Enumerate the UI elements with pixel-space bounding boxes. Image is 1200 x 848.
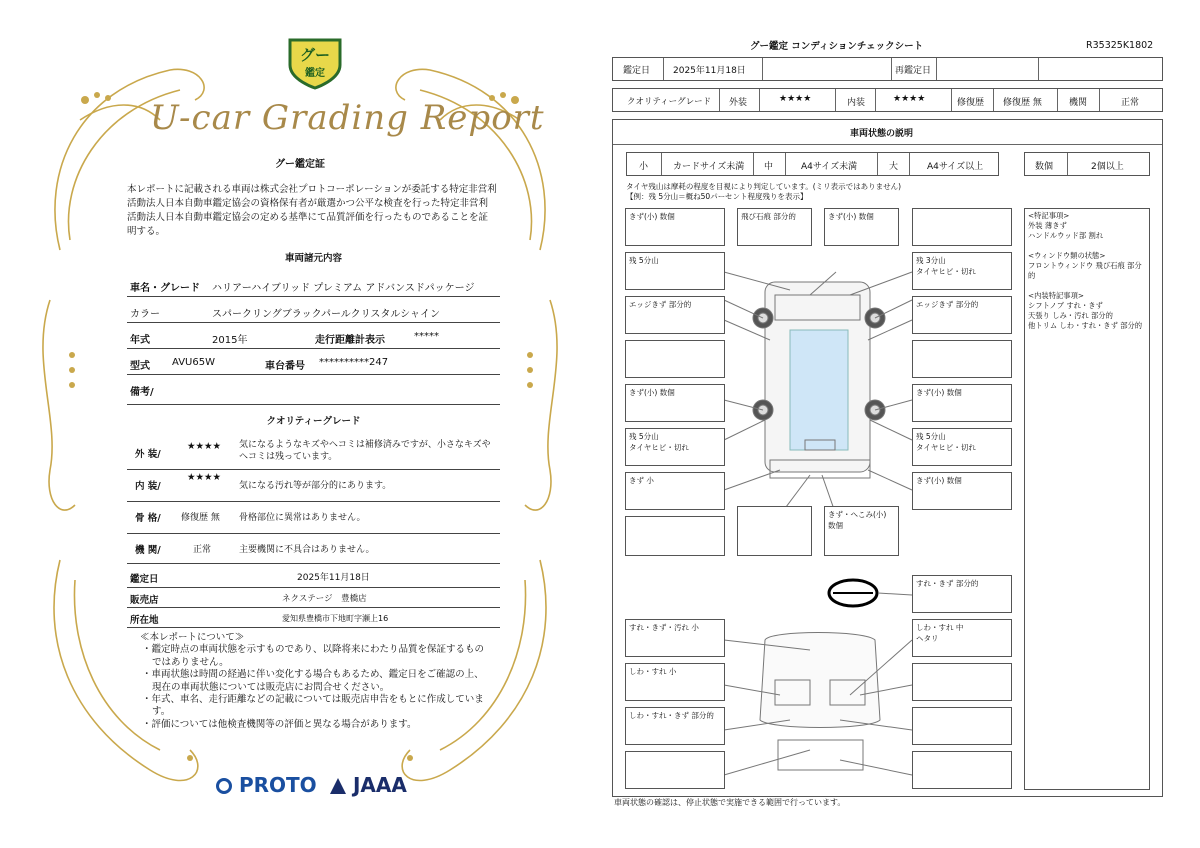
spec-row-model xyxy=(127,349,500,375)
count-legend xyxy=(1024,152,1150,176)
engine-label: 機 関/ xyxy=(135,545,161,556)
damage-box: しわ・すれ 小 xyxy=(625,663,725,701)
damage-box: きず(小) 数個 xyxy=(912,384,1012,422)
legend-mid: 中 xyxy=(764,162,774,172)
info-row-address xyxy=(127,608,500,628)
chassis-value: **********247 xyxy=(319,357,389,368)
damage-box: しわ・すれ 中 ヘタリ xyxy=(912,619,1012,657)
note-item: ・評価については他検査機関等の評価と異なる場合があります。 xyxy=(142,718,417,730)
sheet-date-label: 鑑定日 xyxy=(623,66,651,76)
note-item: ・車両状態は時間の経過に伴い変化する場合もあるため、鑑定日をご確認の上、現在の車両状態については販売店にお問合せください。 xyxy=(142,669,484,693)
grade-row xyxy=(612,88,1163,112)
quality-header: クオリティーグレード xyxy=(266,416,361,427)
damage-box: すれ・きず 部分的 xyxy=(912,575,1012,613)
ext-label: 外装 xyxy=(729,98,748,108)
damage-box xyxy=(737,506,812,556)
damage-box: きず 小 xyxy=(625,472,725,510)
engine-value: 正常 xyxy=(1121,98,1140,108)
sheet-title: グー鑑定 コンディションチェックシート xyxy=(750,41,924,52)
legend-small-desc: カードサイズ未満 xyxy=(673,162,745,172)
grade-row-interior xyxy=(127,470,500,502)
damage-box: きず(小) 数個 xyxy=(625,208,725,246)
special-notes: <特記事項> 外装 薄きず ハンドルウッド部 割れ <ウィンドウ類の状態> フロントウィンドウ 飛び石痕 部分的 <内装特記事項> シフトノブ すれ・きず 天張り しみ・汚れ 部分的 他トリム しわ・すれ・きず 部分的 xyxy=(1024,208,1150,790)
damage-box: 残 5分山 タイヤヒビ・切れ xyxy=(912,428,1012,466)
condition-header: 車両状態の説明 xyxy=(850,129,914,139)
frame-text: 骨格部位に異常はありません。 xyxy=(239,513,366,523)
reinspect-label: 再鑑定日 xyxy=(895,66,932,76)
report-notes xyxy=(140,632,490,731)
info-row-shop xyxy=(127,588,500,608)
color-label: カラー xyxy=(130,309,160,320)
shop-label: 販売店 xyxy=(130,595,159,606)
year-label: 年式 xyxy=(130,335,150,346)
model-label: 型式 xyxy=(130,361,150,372)
date-value: 2025年11月18日 xyxy=(297,573,370,583)
badge-text: グー xyxy=(299,46,331,64)
date-row xyxy=(612,57,1163,81)
sheet-date-value: 2025年11月18日 xyxy=(673,66,746,76)
info-row-date xyxy=(127,566,500,588)
goo-kantei-badge xyxy=(285,30,345,90)
damage-box xyxy=(625,340,725,378)
report-script-title: U-car Grading Report xyxy=(150,98,545,138)
proto-logo-icon xyxy=(216,778,232,794)
int-label: 内装 xyxy=(847,98,866,108)
frame-label: 骨 格/ xyxy=(135,513,161,524)
damage-box: きず(小) 数個 xyxy=(824,208,899,246)
proto-logo xyxy=(216,773,317,797)
exterior-text: 気になるようなキズやヘコミは補修済みですが、小さなキズやヘコミは残っています。 xyxy=(239,440,491,462)
cert-body: 本レポートに記載される車両は株式会社プロトコーポレーションが委託する特定非営利活動法人日本自動車鑑定協会の資格保有者が厳選かつ公平な検査を行った特定非営利活動法人日本自動車鑑定協会の定める基準にて品質評価を行ったものであることを証明する。 xyxy=(127,184,497,237)
interior-text: 気になる汚れ等が部分的にあります。 xyxy=(239,481,392,491)
damage-box xyxy=(625,516,725,556)
chassis-label: 車台番号 xyxy=(265,361,305,372)
grade-row-engine xyxy=(127,534,500,564)
badge-sub: 鑑定 xyxy=(305,68,325,79)
damage-box xyxy=(912,707,1012,745)
legend-small: 小 xyxy=(639,162,649,172)
ext-stars: ★★★★ xyxy=(779,94,812,104)
engine-label: 機関 xyxy=(1069,98,1088,108)
damage-box: 飛び石痕 部分的 xyxy=(737,208,812,246)
damage-box xyxy=(912,208,1012,246)
spec-row-name xyxy=(127,271,500,297)
date-label: 鑑定日 xyxy=(130,574,159,585)
damage-box: 残 5分山 タイヤヒビ・切れ xyxy=(625,428,725,466)
jaaa-logo xyxy=(330,773,407,797)
damage-box: エッジきず 部分的 xyxy=(625,296,725,334)
interior-label: 内 装/ xyxy=(135,481,161,492)
sheet-footer: 車両状態の確認は、停止状態で実施できる範囲で行っています。 xyxy=(614,798,846,807)
damage-box: 残 3分山 タイヤヒビ・切れ xyxy=(912,252,1012,290)
color-value: スパークリングブラックパールクリスタルシャイン xyxy=(212,309,440,320)
damage-box xyxy=(625,751,725,789)
spec-row-year xyxy=(127,323,500,349)
mileage-label: 走行距離計表示 xyxy=(315,335,385,346)
damage-box: きず(小) 数個 xyxy=(625,384,725,422)
repair-value: 修復歴 無 xyxy=(1003,98,1042,108)
interior-stars: ★★★★ xyxy=(187,472,222,483)
legend-large-desc: A4サイズ以上 xyxy=(927,162,984,172)
legend-mid-desc: A4サイズ未満 xyxy=(801,162,858,172)
damage-box xyxy=(912,340,1012,378)
doc-id: R35325K1802 xyxy=(1086,40,1154,51)
damage-box: すれ・きず・汚れ 小 xyxy=(625,619,725,657)
exterior-stars: ★★★★ xyxy=(187,441,222,452)
damage-box: きず・へこみ(小) 数個 xyxy=(824,506,899,556)
damage-box: しわ・すれ・きず 部分的 xyxy=(625,707,725,745)
address-value: 愛知県豊橋市下地町字瀬上16 xyxy=(282,614,389,623)
damage-box: きず(小) 数個 xyxy=(912,472,1012,510)
grade-row-exterior xyxy=(127,434,500,470)
jaaa-logo-text: JAAA xyxy=(352,773,407,797)
tire-note-2: 【例：残 5分山＝概ね50パーセント程度残りを表示】 xyxy=(626,192,808,201)
damage-box xyxy=(912,663,1012,701)
note-item: ・年式、車名、走行距離などの記載については販売店申告をもとに作成しています。 xyxy=(142,694,484,718)
repair-label: 修復歴 xyxy=(957,98,985,108)
damage-box: 残 5分山 xyxy=(625,252,725,290)
legend-count: 数個 xyxy=(1035,162,1054,172)
size-legend xyxy=(626,152,999,176)
quality-grade-label: クオリティーグレード xyxy=(627,97,712,107)
year-value: 2015年 xyxy=(212,335,248,346)
notes-title: ≪本レポートについて≫ xyxy=(140,632,245,643)
spec-header: 車両諸元内容 xyxy=(284,253,342,264)
tire-note-1: タイヤ残山は摩耗の程度を目視により判定しています。(ミリ表示ではありません) xyxy=(626,182,902,191)
engine-text: 主要機関に不具合はありません。 xyxy=(239,545,375,555)
spec-row-remarks xyxy=(127,375,500,405)
address-label: 所在地 xyxy=(130,615,159,626)
condition-check-sheet xyxy=(600,0,1200,848)
cert-title: グー鑑定証 xyxy=(275,159,325,170)
jaaa-logo-icon xyxy=(330,778,346,794)
spec-row-color xyxy=(127,297,500,323)
name-value: ハリアーハイブリッド プレミアム アドバンスドパッケージ xyxy=(212,283,475,294)
int-stars: ★★★★ xyxy=(893,94,926,104)
damage-box xyxy=(912,751,1012,789)
damage-box: エッジきず 部分的 xyxy=(912,296,1012,334)
name-label: 車名・グレード xyxy=(130,283,200,294)
frame-value: 修復歴 無 xyxy=(181,513,220,523)
exterior-label: 外 装/ xyxy=(135,449,161,460)
shop-value: ネクステージ 豊橋店 xyxy=(282,594,367,604)
legend-large: 大 xyxy=(889,162,899,172)
proto-logo-text: PROTO xyxy=(238,773,317,797)
mileage-value: ***** xyxy=(414,331,439,342)
remarks-label: 備考/ xyxy=(130,387,154,398)
legend-count-desc: 2個以上 xyxy=(1091,162,1124,172)
engine-value: 正常 xyxy=(193,545,212,555)
note-item: ・鑑定時点の車両状態を示すものであり、以降将来にわたり品質を保証するものではありません。 xyxy=(142,644,485,668)
model-value: AVU65W xyxy=(172,357,215,368)
grade-row-frame xyxy=(127,502,500,534)
